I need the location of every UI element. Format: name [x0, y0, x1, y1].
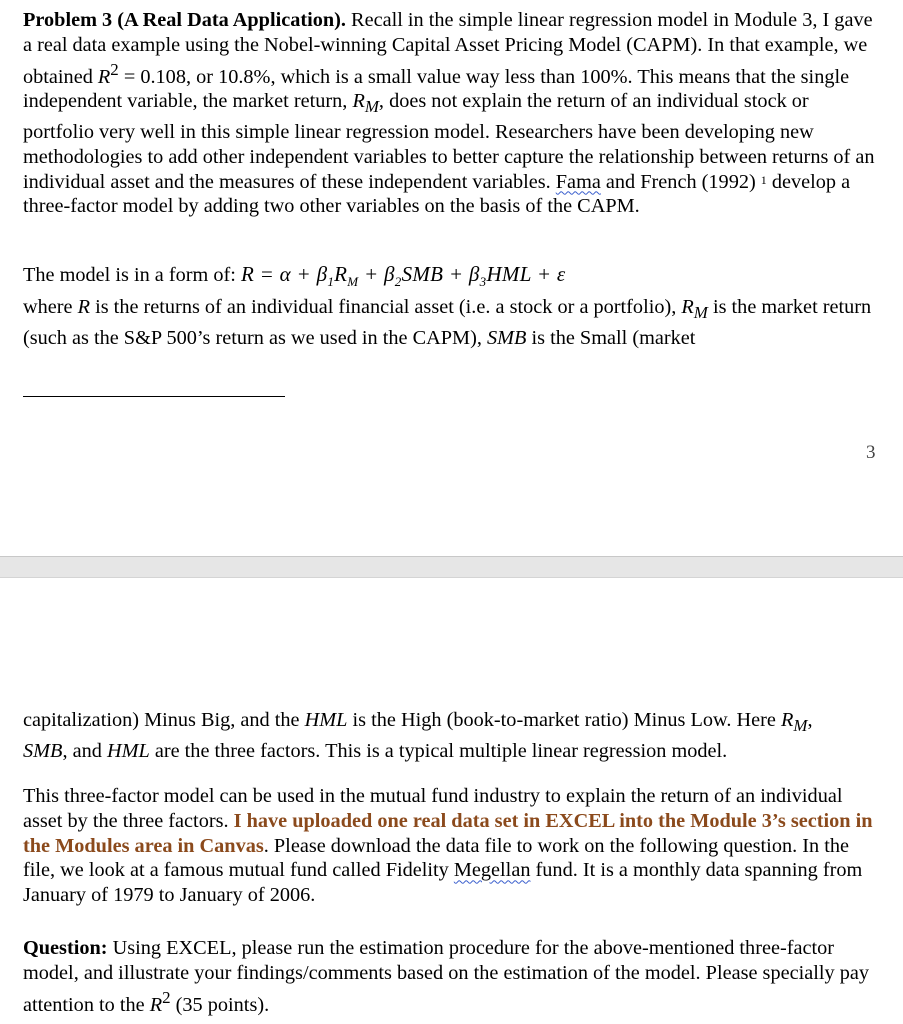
question-paragraph: Question: Using EXCEL, please run the estimation procedure for the above-mentioned three-factor model, and illustrate your findings/comments based on the estimation of the model. Please specially pay attention to the $R^2$ (35 points). [23, 937, 869, 1016]
page-number: 3 [866, 442, 876, 463]
problem-paragraph: Problem 3 (A Real Data Application). Recall in the simple linear regression model in Module 3, I gave a real data example using the Nobel-winning Capital Asset Pricing Model (CAPM). In that example, we obtained $R^2 = 0.108$, or 10.8%, which is a small value way less than 100%. This means that the single independent variable, the market return, $R_M$, does not explain the return of an individual stock or portfolio very well in this simple linear regression model. Researchers have been developing new methodologies to add other independent variables to better capture the relationship between returns of an individual asset and the measures of these independent variables. Fama and French (1992) $^1$ develop a three-factor model by adding two other variables on the basis of the CAPM. [23, 9, 875, 218]
spellcheck-word-fama[interactable]: Fama [555, 170, 601, 193]
problem-heading: Problem 3 (A Real Data Application). [23, 9, 346, 31]
page-break-gap [0, 556, 903, 578]
model-paragraph: The model is in a form of: $R = \alpha + \beta_1R_M + \beta_2SMB + \beta_3HML + \varepsilon$ where R is the returns of an individual financial asset (i.e. a stock or a portfolio), $R_M$ is the market return (such as the S&P 500’s return as we used in the CAPM), SMB is the Small (market [23, 262, 872, 349]
continued-paragraph: capitalization) Minus Big, and the HML is the High (book-to-market ratio) Minus Low. Here $R_M$, SMB, and HML are the three factors. This is a typical multiple linear regression model. [23, 709, 813, 762]
document-page-bottom [0, 578, 903, 1024]
spellcheck-word-megellan[interactable]: Megellan [453, 859, 531, 882]
question-label: Question: [23, 937, 108, 959]
model-formula: $R = \alpha + \beta_1R_M + \beta_2SMB + \beta_3HML + \varepsilon$ [240, 262, 566, 290]
footnote-marker[interactable]: 1 [760, 172, 767, 187]
footnote-separator [23, 396, 285, 397]
highlighted-instruction: I have uploaded one real data set in EXCEL into the Module 3’s section in the Modules area in Canvas [23, 809, 873, 857]
usage-paragraph: This three-factor model can be used in the mutual fund industry to explain the return of an individual asset by the three factors. I have uploaded one real data set in EXCEL into the Module 3’s section in the Modules area in Canvas. Please download the data file to work on the following question. In the file, we look at a famous mutual fund called Fidelity Megellan fund. It is a monthly data spanning from January of 1979 to January of 2006. [23, 785, 873, 907]
